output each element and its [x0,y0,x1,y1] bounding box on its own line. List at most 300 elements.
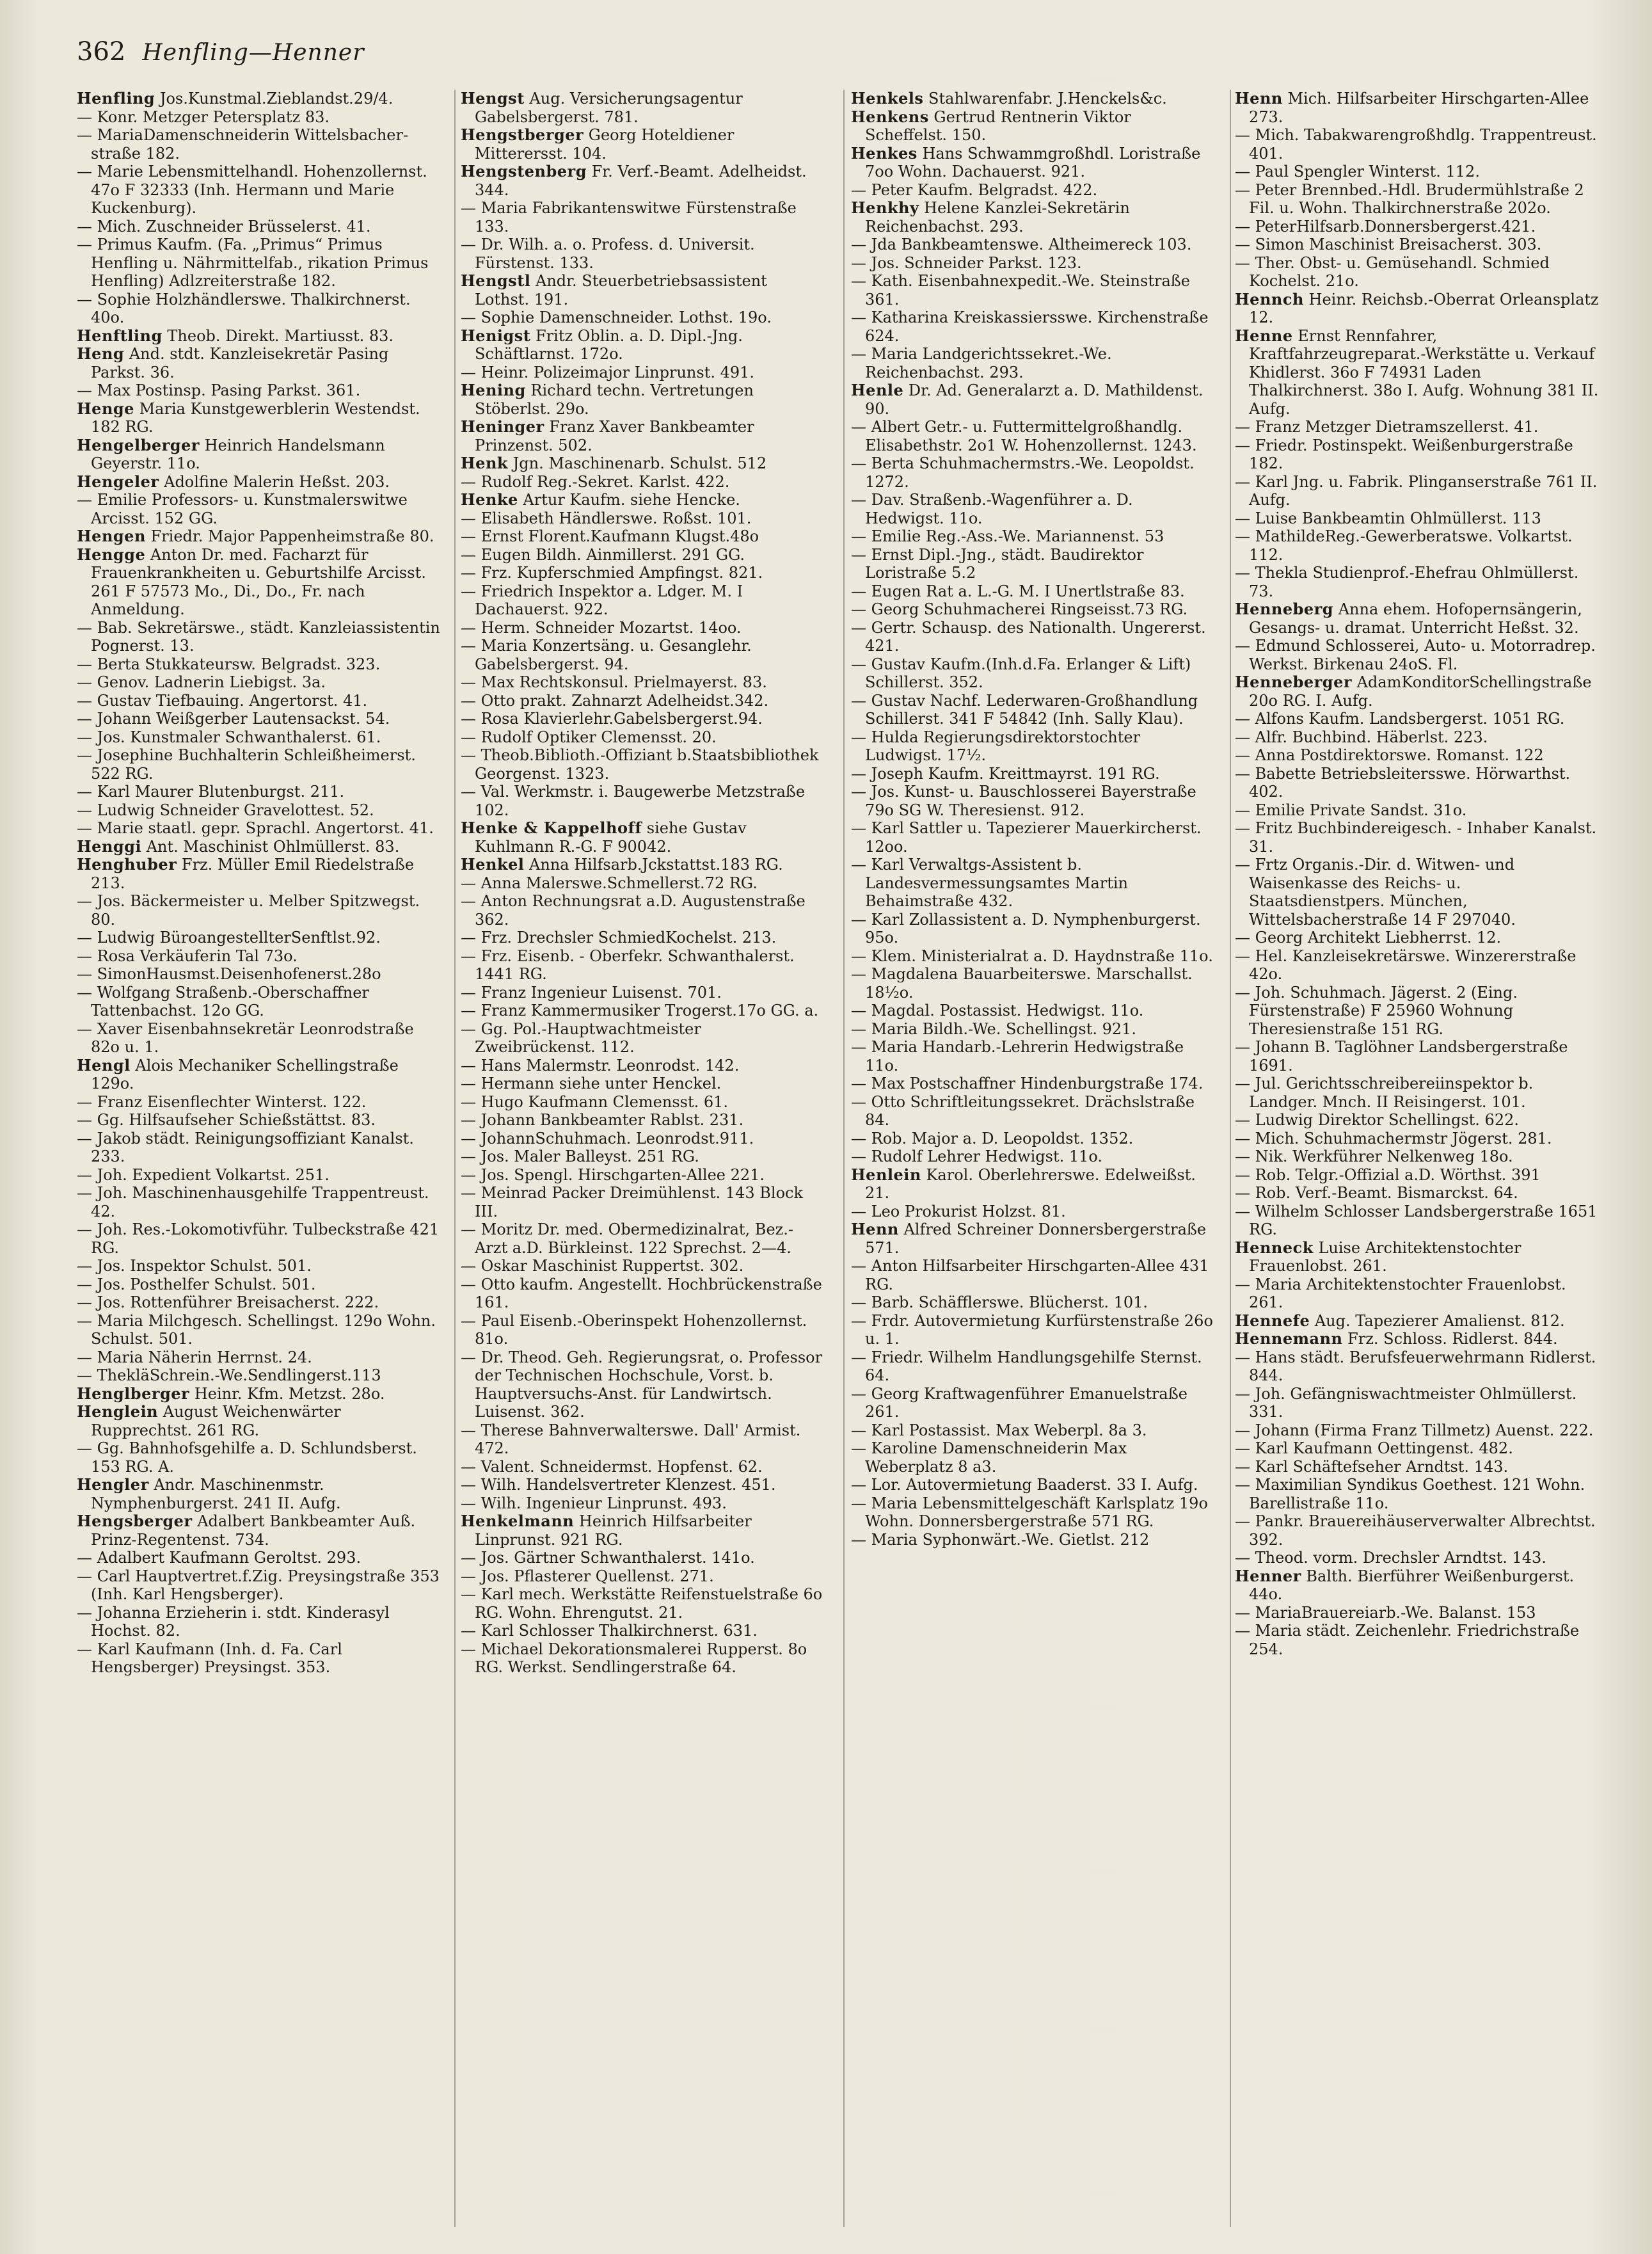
directory-entry-surname [461,856,825,874]
repeat-dash: — [77,655,97,673]
entry-text: Gustav Nachf. Lederwaren-Großhandlung Schillerst. 341 F 54842 (Inh. Sally Klau). [865,691,1198,728]
entry-text: Wilh. Handelsvertreter Klenzest. 451. [481,1476,776,1494]
repeat-dash: — [461,637,481,655]
entry-text: JohannSchuhmach. Leonrodst.911. [481,1129,754,1147]
entry-text: Franz Kammermusiker Trogerst.17o GG. a. [481,1002,819,1019]
repeat-dash: — [77,1092,97,1111]
entry-text: Max Postschaffner Hindenburgstraße 174. [871,1075,1203,1092]
entry-text: SimonHausmst.Deisenhofenerst.28o [97,965,381,983]
repeat-dash: — [1235,929,1255,947]
entry-text: Jul. Gerichtsschreibereiinspektor b. Landger. Mnch. II Reisingerst. 101. [1249,1075,1534,1111]
repeat-dash: — [1235,728,1255,746]
surname: Henkhy [851,198,919,217]
directory-entry [1235,436,1600,473]
entry-text: Maria Bildh.-We. Schellingst. 921. [871,1019,1137,1038]
entry-text: Mich. Schuhmachermstr Jögerst. 281. [1255,1129,1552,1147]
directory-entry [851,765,1216,783]
entry-text: Fritz Buchbindereigesch. - Inhaber Kanalst. 31. [1249,819,1597,856]
entry-text: Anton Hilfsarbeiter Hirschgarten-Allee 431 RG. [865,1257,1209,1293]
entry-text: Frdr. Autovermietung Kurfürstenstraße 26o u. 1. [865,1311,1213,1348]
directory-entry [851,236,1216,254]
directory-entry [461,692,825,710]
repeat-dash: — [851,1092,871,1111]
entry-text: Leo Prokurist Holzst. 81. [871,1202,1066,1220]
repeat-dash: — [461,308,481,326]
repeat-dash: — [77,1019,97,1038]
entry-text: Jgn. Maschinenarb. Schulst. 512 [508,454,767,472]
entry-text: Karoline Damenschneiderin Max Weberplatz 8 a3. [865,1439,1127,1476]
entry-text: Ludwig Schneider Gravelottest. 52. [97,801,374,819]
surname: Henkes [851,143,917,163]
entry-text: Alois Mechaniker Schellingstraße 129o. [91,1056,399,1092]
entry-text: Helene Kanzlei-Sekretärin Reichenbachst. 293. [865,199,1130,236]
directory-entry [851,272,1216,308]
repeat-dash: — [461,1019,481,1038]
entry-text: Jos. Schneider Parkst. 123. [871,253,1082,272]
repeat-dash: — [77,801,97,819]
entry-text: Johann (Firma Franz Tillmetz) Auenst. 222. [1255,1421,1594,1439]
directory-entry [461,1093,825,1112]
surname: Hennch [1235,289,1304,308]
directory-entry [461,710,825,728]
directory-entry [461,527,825,546]
directory-entry-surname [851,1166,1216,1203]
repeat-dash: — [851,1421,871,1439]
repeat-dash: — [77,1366,97,1384]
directory-entry [461,1020,825,1057]
directory-entry [1235,1111,1600,1130]
repeat-dash: — [1235,1476,1255,1494]
entry-text: Gertr. Schausp. des Nationalth. Ungererst. 421. [865,618,1206,655]
repeat-dash: — [77,1220,97,1238]
directory-entry [77,710,441,728]
surname: Hengstl [461,271,531,290]
repeat-dash: — [461,947,481,965]
directory-entry [851,491,1216,527]
directory-entry [1235,163,1600,181]
entry-text: Magdalena Bauarbeiterswe. Marschallst. 18½o. [865,965,1193,1002]
entry-text: Karl Kaufmann (Inh. d. Fa. Carl Hengsberger) Preysingst. 353. [91,1640,342,1676]
repeat-dash: — [851,545,871,564]
repeat-dash: — [461,1111,481,1129]
column-1 [77,90,441,2234]
entry-text: Heinr. Polizeimajor Linprunst. 491. [481,363,755,381]
surname: Henlein [851,1165,921,1184]
directory-entry [77,965,441,984]
repeat-dash: — [77,163,97,180]
directory-entry [1235,509,1600,528]
entry-text: Hans Schwammgroßhdl. Loristraße 7oo Wohn. Dachauerst. 921. [865,144,1201,180]
repeat-dash: — [851,491,871,509]
entry-text: Jos. Rottenführer Breisacherst. 222. [97,1293,379,1311]
directory-entry [851,308,1216,345]
directory-entry-surname [461,327,825,364]
entry-text: Simon Maschinist Breisacherst. 303. [1255,236,1542,253]
entry-text: Wilhelm Schlosser Landsbergerstraße 1651 RG. [1249,1202,1598,1238]
entry-text: Mich. Hilfsarbeiter Hirschgarten-Allee 273. [1249,90,1589,126]
directory-entry-surname [461,381,825,418]
entry-text: Gg. Bahnhofsgehilfe a. D. Schlundsberst. 153 RG. A. [91,1439,417,1476]
repeat-dash: — [77,1549,97,1567]
surname: Henneberger [1235,673,1353,691]
directory-entry [461,874,825,893]
surname: Heng [77,344,125,363]
repeat-dash: — [1235,1075,1255,1092]
entry-text: Magdal. Postassist. Hedwigst. 11o. [871,1002,1144,1019]
entry-text: MathildeReg.-Gewerberatswe. Volkartst. 112. [1249,527,1573,564]
directory-entry [851,856,1216,911]
entry-text: Maria Konzertsäng. u. Gesanglehr. Gabelsbergerst. 94. [475,637,752,673]
repeat-dash: — [1235,1439,1255,1457]
entry-text: Adalbert Kaufmann Geroltst. 293. [97,1549,361,1567]
directory-entry-surname [851,1220,1216,1257]
repeat-dash: — [851,691,871,710]
entry-text: Nik. Werkführer Nelkenweg 18o. [1255,1147,1513,1165]
entry-text: Ant. Maschinist Ohlmüllerst. 83. [141,837,400,856]
entry-text: Jakob städt. Reinigungsoffiziant Kanalst. 233. [91,1129,414,1165]
entry-text: MariaBrauereiarb.-We. Balanst. 153 [1255,1603,1536,1622]
repeat-dash: — [461,1184,481,1202]
entry-text: Joseph Kaufm. Kreittmayrst. 191 RG. [871,764,1160,783]
entry-text: Friedr. Major Pappenheimstraße 80. [145,527,434,545]
directory-entry [461,1421,825,1458]
repeat-dash: — [851,655,871,673]
directory-entry-surname [1235,1567,1600,1604]
surname: Henge [77,399,134,418]
entry-text: Jos. Posthelfer Schulst. 501. [97,1275,316,1293]
directory-entry [77,1130,441,1166]
directory-entry [461,1585,825,1622]
repeat-dash: — [851,600,871,618]
directory-entry [461,1147,825,1166]
entry-text: Ernst Dipl.-Jng., städt. Baudirektor Loristraße 5.2 [865,545,1144,582]
directory-entry [1235,1604,1600,1622]
repeat-dash: — [461,582,481,600]
entry-text: Dr. Theod. Geh. Regierungsrat, o. Professor der Technischen Hochschule, Vorst. b. Hauptversuchs-Anst. für Landwirtsch. Luisenst. 362. [475,1348,823,1421]
entry-text: Karl Kaufmann Oettingenst. 482. [1255,1439,1513,1457]
repeat-dash: — [1235,1622,1255,1640]
entry-text: Alfr. Buchbind. Häberlst. 223. [1255,728,1488,746]
entry-text: Karl mech. Werkstätte Reifenstuelstraße 6o RG. Wohn. Ehrengutst. 21. [475,1585,823,1622]
entry-text: Johann Bankbeamter Rablst. 231. [481,1111,744,1129]
directory-entry [851,1293,1216,1312]
entry-text: Marie staatl. gepr. Sprachl. Angertorst. 41. [97,819,434,837]
directory-entry-surname [851,381,1216,418]
directory-entry [851,254,1216,273]
directory-entry [77,1604,441,1640]
entry-text: Otto Schriftleitungssekret. Drächslstraße 84. [865,1092,1195,1129]
directory-entry [1235,801,1600,820]
directory-entry-surname [77,527,441,546]
repeat-dash: — [851,1293,871,1311]
directory-entry [461,892,825,929]
directory-entry [851,527,1216,546]
entry-text: Rob. Verf.-Beamt. Bismarckst. 64. [1255,1184,1518,1202]
repeat-dash: — [461,527,481,545]
entry-text: Dr. Ad. Generalarzt a. D. Mathildenst. 90. [865,381,1203,418]
repeat-dash: — [851,527,871,545]
directory-entry [851,546,1216,582]
entry-text: Frtz Organis.-Dir. d. Witwen- und Waisenkasse des Reichs- u. Staatsdienstpers. München, Wittelsbacherstraße 14 F 297040. [1249,856,1516,929]
column-4 [1235,90,1600,2234]
repeat-dash: — [461,874,481,892]
repeat-dash: — [1235,126,1255,144]
repeat-dash: — [1235,527,1255,545]
directory-entry [1235,710,1600,728]
repeat-dash: — [461,236,481,253]
entry-text: Andr. Steuerbetriebsassistent Lothst. 191. [475,272,767,308]
directory-entry-surname [1235,1239,1600,1275]
directory-entry [851,655,1216,692]
repeat-dash: — [1235,436,1255,454]
repeat-dash: — [77,491,97,509]
directory-entry [461,1166,825,1185]
entry-text: Katharina Kreiskassiersswe. Kirchenstraße 624. [865,308,1209,345]
repeat-dash: — [461,1311,481,1330]
directory-entry [1235,1147,1600,1166]
entry-text: Karl Jng. u. Fabrik. Plinganserstraße 761 II. Aufg. [1249,472,1598,509]
running-head: Henfling—Henner [142,40,365,66]
entry-text: Georg Hoteldiener Mitterersst. 104. [475,126,735,163]
entry-text: Joh. Schuhmach. Jägerst. 2 (Eing. Fürstenstraße) F 25960 Wohnung Theresienstraße 151 RG. [1249,983,1518,1038]
directory-entry [461,746,825,783]
entry-text: Hulda Regierungsdirektorstochter Ludwigst. 17½. [865,728,1141,764]
entry-text: Eugen Rat a. L.-G. M. I Unertlstraße 83. [871,582,1185,600]
entry-text: Mich. Zuschneider Brüsselerst. 41. [97,217,371,236]
repeat-dash: — [461,618,481,637]
directory-entry [461,1275,825,1312]
entry-text: Franz Ingenieur Luisenst. 701. [481,983,722,1002]
directory-entry [461,364,825,382]
entry-text: Andr. Maschinenmstr. Nymphenburgerst. 241 II. Aufg. [91,1476,341,1512]
directory-entry-surname [851,145,1216,181]
directory-entry [461,1567,825,1586]
directory-entry-surname [461,126,825,163]
repeat-dash: — [1235,764,1255,783]
entry-text: Sophie Damenschneider. Lothst. 19o. [481,308,772,326]
entry-text: Ludwig Direktor Schellingst. 622. [1255,1111,1519,1129]
directory-entry [77,819,441,838]
repeat-dash: — [461,1056,481,1075]
repeat-dash: — [77,691,97,710]
entry-text: Bab. Sekretärswe., städt. Kanzleiassistentin Pognerst. 13. [91,618,440,655]
directory-entry [461,1111,825,1130]
directory-entry [1235,984,1600,1039]
repeat-dash: — [851,454,871,472]
surname: Henkel [461,855,525,874]
directory-entry [851,1494,1216,1531]
directory-entry [1235,254,1600,291]
repeat-dash: — [1235,1512,1255,1530]
entry-text: Anna ehem. Hofopernsängerin, Gesangs- u. dramat. Unterricht Heßst. 32. [1249,600,1582,637]
surname: Henglberger [77,1384,190,1403]
directory-entry [461,199,825,236]
repeat-dash: — [77,965,97,983]
directory-entry [77,783,441,801]
entry-text: Primus Kaufm. (Fa. „Primus“ Primus Henfling u. Nährmittelfab., rikation Primus Henfling) Adlzreiterstraße 182. [91,236,429,290]
entry-text: Balth. Bierführer Weißenburgerst. 44o. [1249,1567,1575,1603]
repeat-dash: — [1235,1038,1255,1056]
repeat-dash: — [1235,1384,1255,1403]
entry-text: Gustav Tiefbauing. Angertorst. 41. [97,691,368,710]
repeat-dash: — [851,1494,871,1512]
directory-entry [461,984,825,1002]
repeat-dash: — [851,764,871,783]
directory-entry [1235,1130,1600,1148]
entry-text: Maria städt. Zeichenlehr. Friedrichstraße 254. [1249,1622,1580,1658]
directory-entry-surname [1235,1312,1600,1331]
entry-text: Dr. Wilh. a. o. Profess. d. Universit. Fürstenst. 133. [475,236,755,272]
entry-text: Sophie Holzhändlerswe. Thalkirchnerst. 40o. [91,290,411,326]
directory-entry [77,692,441,710]
surname: Henke [461,490,518,509]
directory-entry [1235,236,1600,254]
directory-columns [77,90,1599,2234]
entry-text: Jos. Pflasterer Quellenst. 271. [481,1567,714,1585]
directory-entry [851,1385,1216,1421]
directory-entry [77,1567,441,1604]
entry-text: Anton Rechnungsrat a.D. Augustenstraße 362. [475,892,806,929]
entry-text: Georg Schuhmacherei Ringseisst.73 RG. [871,600,1188,618]
directory-entry [77,236,441,291]
entry-text: Emilie Professors- u. Kunstmalerswitwe Arcisst. 152 GG. [91,491,408,527]
directory-entry [1235,1075,1600,1111]
repeat-dash: — [461,710,481,728]
surname: Henle [851,381,904,399]
repeat-dash: — [461,199,481,217]
repeat-dash: — [1235,637,1255,655]
repeat-dash: — [461,1640,481,1658]
directory-entry-surname [1235,1330,1600,1348]
directory-entry [851,1312,1216,1348]
entry-text: Jos. Bäckermeister u. Melber Spitzwegst. 80. [91,892,420,929]
repeat-dash: — [851,1257,871,1275]
directory-entry-surname [77,856,441,892]
directory-entry [461,1458,825,1476]
surname: Henghuber [77,855,177,874]
directory-entry [851,1348,1216,1385]
entry-text: Berta Schuhmachermstrs.-We. Leopoldst. 1272. [865,454,1195,491]
entry-text: Heinr. Reichsb.-Oberrat Orleansplatz 12. [1249,290,1599,326]
page-number: 362 [77,37,126,67]
repeat-dash: — [77,892,97,910]
directory-entry [77,619,441,655]
entry-text: Rob. Telgr.-Offizial a.D. Wörthst. 391 [1255,1165,1541,1184]
repeat-dash: — [851,236,871,253]
entry-text: Georg Architekt Liebherrst. 12. [1255,929,1502,947]
repeat-dash: — [851,1038,871,1056]
entry-text: MariaDamenschneiderin Wittelsbacher-straße 182. [91,126,409,163]
repeat-dash: — [77,1275,97,1293]
entry-text: Pankr. Brauereihäuserverwalter Albrechtst. 392. [1249,1512,1596,1549]
directory-entry [77,1257,441,1275]
entry-text: Fritz Oblin. a. D. Dipl.-Jng. Schäftlarnst. 172o. [475,326,743,363]
surname: Henne [1235,326,1293,345]
repeat-dash: — [461,673,481,691]
surname: Hennefe [1235,1311,1310,1330]
directory-entry [1235,1458,1600,1476]
surname: Hening [461,381,526,399]
directory-entry [851,1093,1216,1130]
directory-entry [461,1348,825,1421]
entry-text: Gertrud Rentnerin Viktor Scheffelst. 150. [865,108,1131,144]
repeat-dash: — [851,819,871,837]
entry-text: Barb. Schäfflerswe. Blücherst. 101. [871,1293,1148,1311]
entry-text: Friedrich Inspektor a. Ldger. M. I Dachauerst. 922. [475,582,743,618]
entry-text: Hans Malermstr. Leonrodst. 142. [481,1056,740,1075]
repeat-dash: — [1235,564,1255,582]
repeat-dash: — [1235,253,1255,272]
repeat-dash: — [1235,1165,1255,1184]
directory-entry [851,1020,1216,1039]
directory-entry [461,929,825,947]
directory-entry [77,801,441,820]
directory-entry-surname [461,1512,825,1549]
entry-text: Moritz Dr. med. Obermedizinalrat, Bez.-Arzt a.D. Bürkleinst. 122 Sprechst. 2—4. [475,1220,794,1257]
directory-entry [851,1203,1216,1221]
entry-text: Frz. Schloss. Ridlerst. 844. [1342,1330,1558,1348]
directory-entry [1235,1038,1600,1075]
repeat-dash: — [461,1075,481,1092]
entry-text: Heinrich Handelsmann Geyerstr. 11o. [91,436,385,472]
directory-entry [461,1057,825,1075]
repeat-dash: — [461,1457,481,1476]
directory-entry [1235,1385,1600,1421]
repeat-dash: — [461,728,481,746]
directory-entry [851,728,1216,765]
entry-text: Franz Metzger Dietramszellerst. 41. [1255,418,1539,436]
entry-text: Franz Eisenflechter Winterst. 122. [97,1092,367,1111]
repeat-dash: — [461,746,481,764]
repeat-dash: — [77,728,97,746]
entry-text: Maria Fabrikantenswitwe Fürstenstraße 133. [475,199,797,236]
entry-text: Edmund Schlosserei, Auto- u. Motorradrep. Werkst. Birkenau 24oS. Fl. [1249,637,1596,673]
directory-entry [851,783,1216,819]
directory-entry [1235,1203,1600,1239]
directory-entry-surname [1235,291,1600,327]
entry-text: Mich. Tabakwarengroßhdlg. Trappentreust. 401. [1249,126,1597,163]
entry-text: Aug. Tapezierer Amalienst. 812. [1310,1311,1565,1330]
entry-text: Gustav Kaufm.(Inh.d.Fa. Erlanger & Lift) Schillerst. 352. [865,655,1191,691]
directory-entry [1235,1275,1600,1312]
repeat-dash: — [851,308,871,326]
repeat-dash: — [461,1585,481,1603]
repeat-dash: — [77,929,97,947]
entry-text: Anna Postdirektorswe. Romanst. 122 [1255,746,1544,764]
surname: Henftling [77,326,163,345]
directory-entry [77,947,441,966]
directory-entry [1235,1184,1600,1203]
entry-text: Ernst Florent.Kaufmann Klugst.48o [481,527,759,545]
surname: Hengler [77,1475,149,1494]
repeat-dash: — [851,1075,871,1092]
directory-entry [77,1111,441,1130]
directory-entry [461,236,825,272]
repeat-dash: — [1235,1348,1255,1366]
entry-text: Friedr. Wilhelm Handlungsgehilfe Sternst. 64. [865,1348,1202,1384]
directory-entry [77,491,441,527]
directory-entry [461,1002,825,1020]
repeat-dash: — [851,1311,871,1330]
repeat-dash: — [1235,180,1255,199]
entry-text: Jos. Kunstmaler Schwanthalerst. 61. [97,728,381,746]
repeat-dash: — [851,1019,871,1038]
entry-text: Maria Syphonwärt.-We. Gietlst. 212 [871,1530,1150,1549]
directory-entry [461,1312,825,1348]
directory-entry [77,673,441,692]
repeat-dash: — [77,290,97,308]
entry-text: Anna Malerswe.Schmellerst.72 RG. [481,874,758,892]
